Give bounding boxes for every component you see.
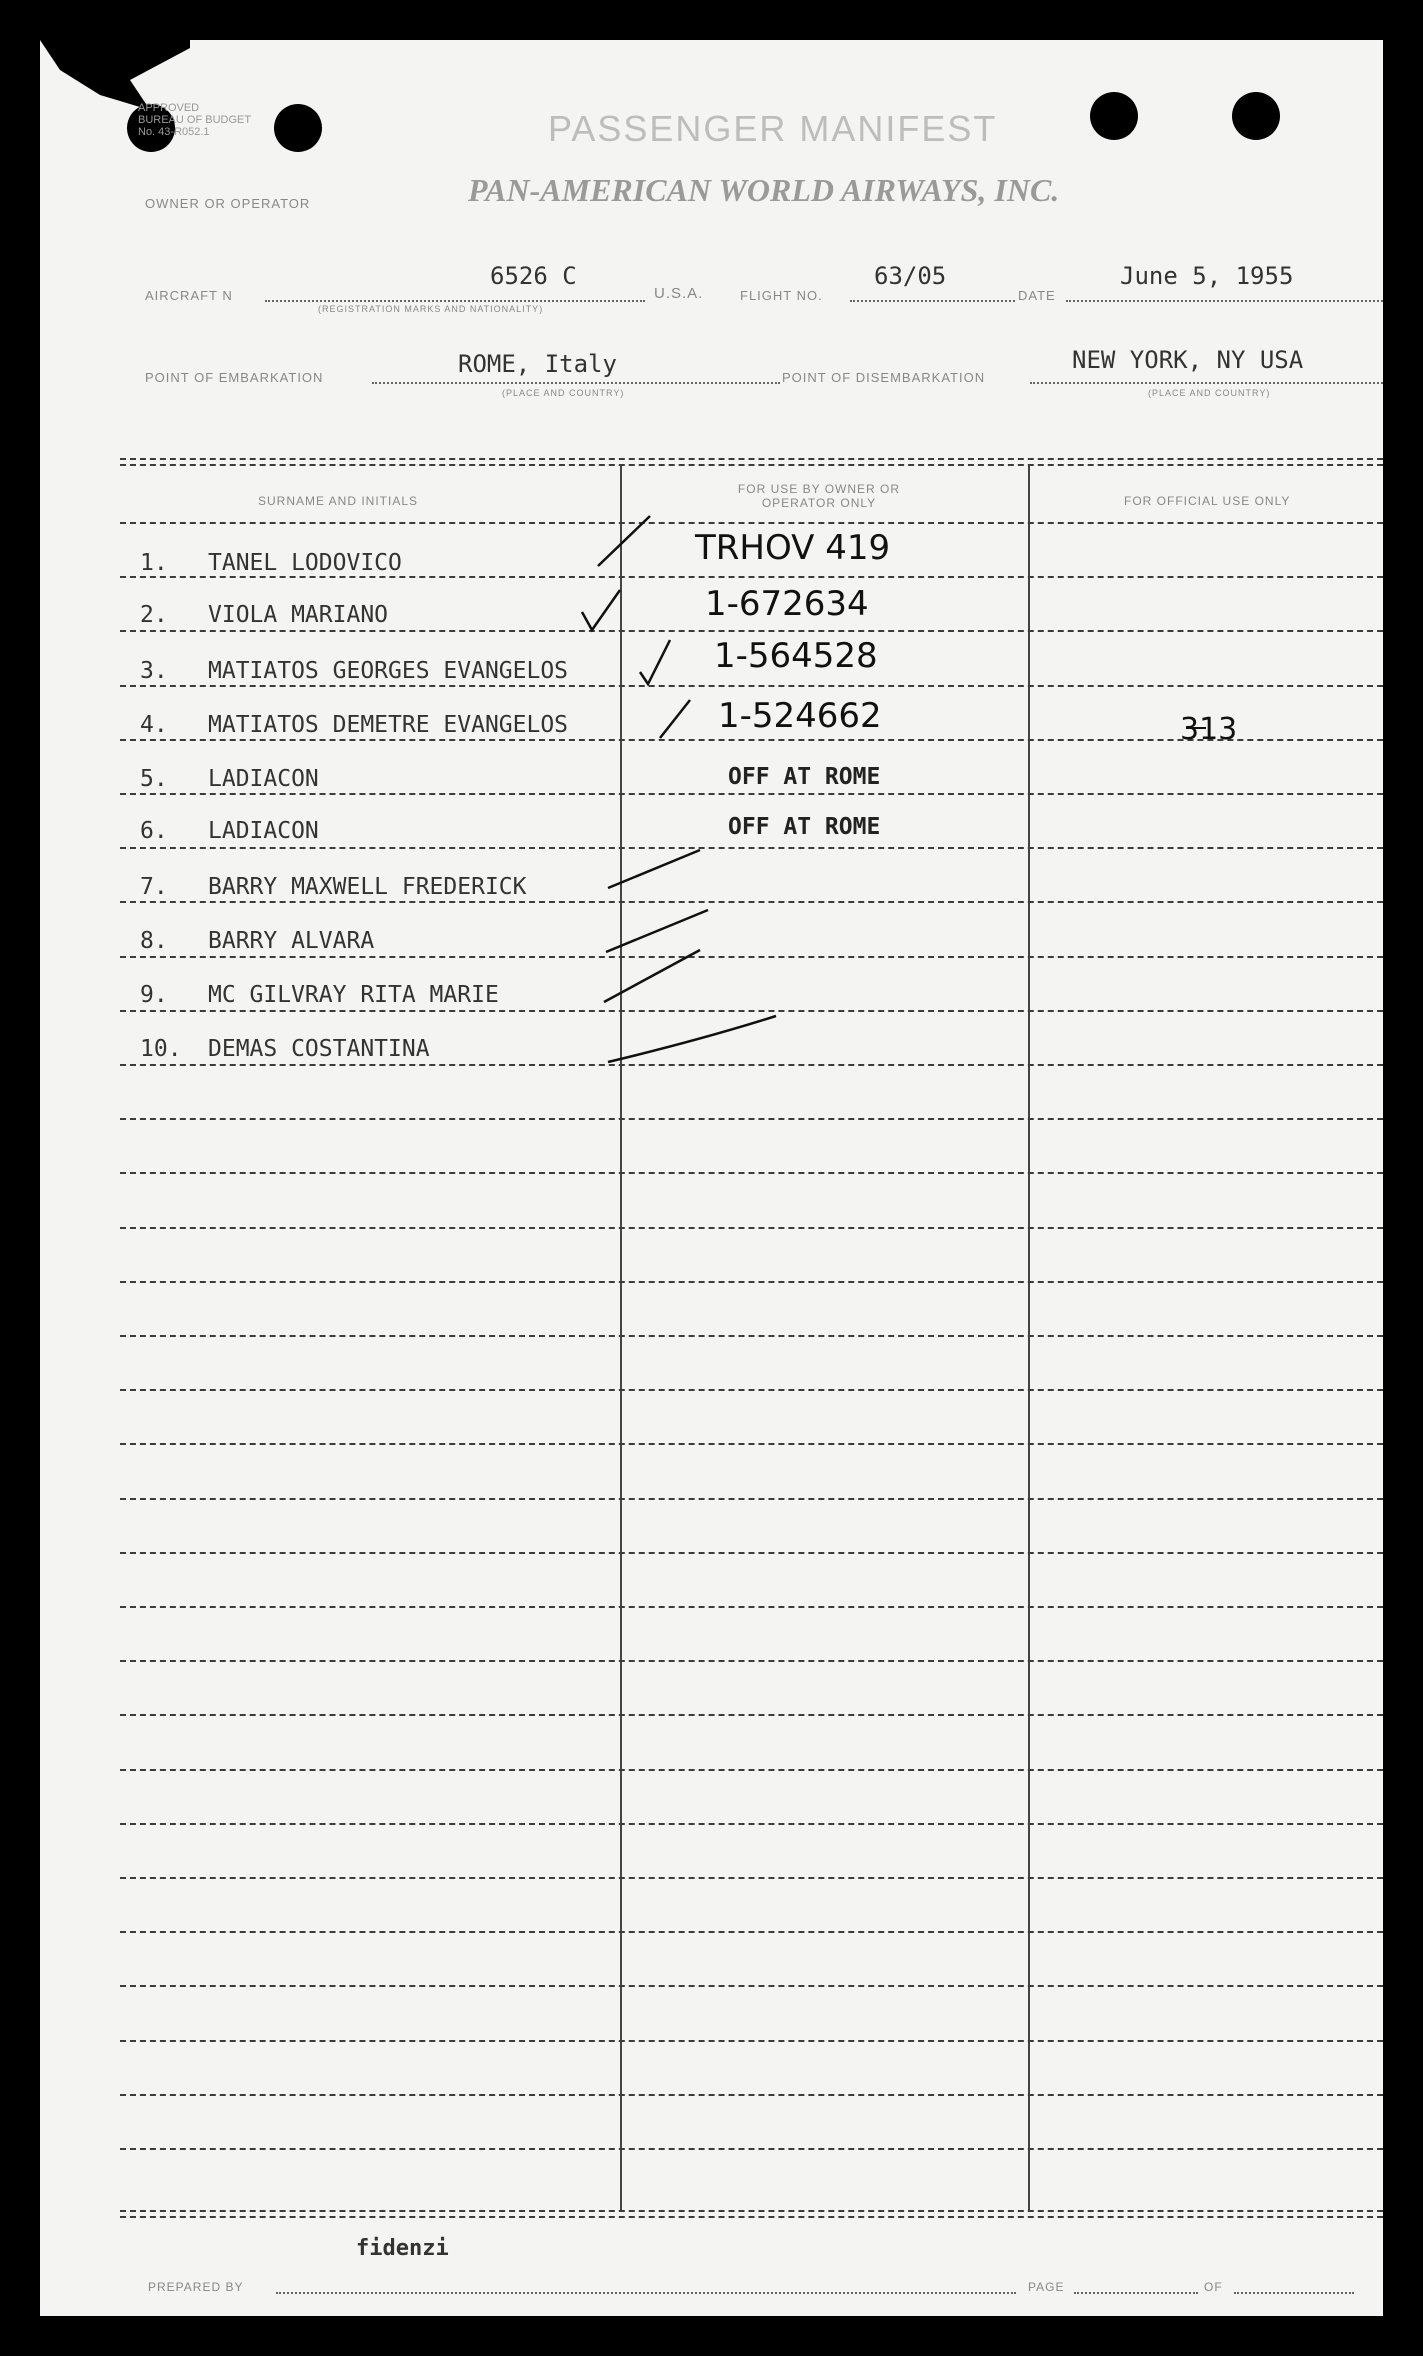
embark-sublabel: (PLACE AND COUNTRY): [502, 388, 625, 398]
of-label: OF: [1204, 2280, 1223, 2294]
row-5-owner-note: OFF AT ROME: [728, 764, 881, 790]
row-2-owner-note: 1-672634: [705, 584, 869, 624]
check-mark-row-1: [598, 516, 650, 566]
row-6-name: LADIACON: [208, 818, 319, 844]
check-mark-row-2: [582, 590, 620, 630]
row-2-number: 2.: [140, 602, 168, 628]
row-6-number: 6.: [140, 818, 168, 844]
row-3-name: MATIATOS GEORGES EVANGELOS: [208, 658, 569, 684]
budget-stamp: APPROVED BUREAU OF BUDGET No. 43-R052.1: [138, 102, 252, 138]
embark-value: ROME, Italy: [458, 350, 617, 378]
check-mark-row-4: [660, 700, 690, 738]
row-7-number: 7.: [140, 874, 168, 900]
row-1-name: TANEL LODOVICO: [208, 550, 402, 576]
row-10-number: 10.: [140, 1036, 182, 1062]
col-header-surname: SURNAME AND INITIALS: [258, 494, 419, 508]
aircraft-label: AIRCRAFT N: [145, 288, 233, 303]
flight-label: FLIGHT NO.: [740, 288, 823, 303]
row-3-owner-note: 1-564528: [714, 636, 878, 676]
table-bottom-rule-2: [120, 2216, 1383, 2218]
date-label: DATE: [1018, 288, 1056, 303]
row-9-number: 9.: [140, 982, 168, 1008]
page-label: PAGE: [1028, 2280, 1065, 2294]
page-title: PASSENGER MANIFEST: [548, 108, 998, 149]
flight-value: 63/05: [874, 262, 947, 290]
stroke-row-8: [606, 910, 708, 952]
row-4-number: 4.: [140, 712, 168, 738]
row-7-name: BARRY MAXWELL FREDERICK: [208, 874, 527, 900]
stroke-row-10: [608, 1016, 776, 1062]
row-4-owner-note: 1-524662: [718, 696, 882, 736]
date-value: June 5, 1955: [1120, 262, 1294, 290]
usa-label: U.S.A.: [654, 285, 704, 302]
row-4-name: MATIATOS DEMETRE EVANGELOS: [208, 712, 569, 738]
disembark-label: POINT OF DISEMBARKATION: [782, 370, 986, 385]
page-line: [1074, 2292, 1198, 2294]
prepared-by-value: fidenzi: [356, 2236, 449, 2261]
stroke-row-9: [604, 950, 700, 1002]
row-2-name: VIOLA MARIANO: [208, 602, 389, 628]
col-header-official-use: FOR OFFICIAL USE ONLY: [1124, 494, 1291, 508]
row-1-number: 1.: [140, 550, 168, 576]
aircraft-value: 6526 C: [490, 262, 577, 290]
prepared-by-label: PREPARED BY: [148, 2280, 244, 2294]
row-10-name: DEMAS COSTANTINA: [208, 1036, 430, 1062]
row-9-name: MC GILVRAY RITA MARIE: [208, 982, 499, 1008]
check-mark-row-3: [640, 640, 670, 684]
table-bottom-rule-1: [120, 2210, 1383, 2212]
embark-label: POINT OF EMBARKATION: [145, 370, 324, 385]
owner-value: PAN-AMERICAN WORLD AIRWAYS, INC.: [468, 172, 1060, 208]
col-header-owner-use: FOR USE BY OWNER OR OPERATOR ONLY: [737, 482, 901, 510]
row-6-owner-note: OFF AT ROME: [728, 814, 881, 840]
row-5-name: LADIACON: [208, 766, 319, 792]
row-1-owner-note: TRHOV 419: [695, 528, 891, 568]
row-8-name: BARRY ALVARA: [208, 928, 375, 954]
row-8-number: 8.: [140, 928, 168, 954]
row-5-number: 5.: [140, 766, 168, 792]
disembark-value: NEW YORK, NY USA: [1072, 346, 1304, 374]
owner-label: OWNER OR OPERATOR: [145, 196, 311, 211]
row-4-official-note: 313: [1180, 712, 1238, 747]
of-line: [1234, 2292, 1354, 2294]
aircraft-sublabel: (REGISTRATION MARKS AND NATIONALITY): [318, 304, 544, 314]
disembark-sublabel: (PLACE AND COUNTRY): [1148, 388, 1271, 398]
stroke-row-7: [608, 850, 700, 888]
prepared-by-line: [276, 2292, 1016, 2294]
row-3-number: 3.: [140, 658, 168, 684]
